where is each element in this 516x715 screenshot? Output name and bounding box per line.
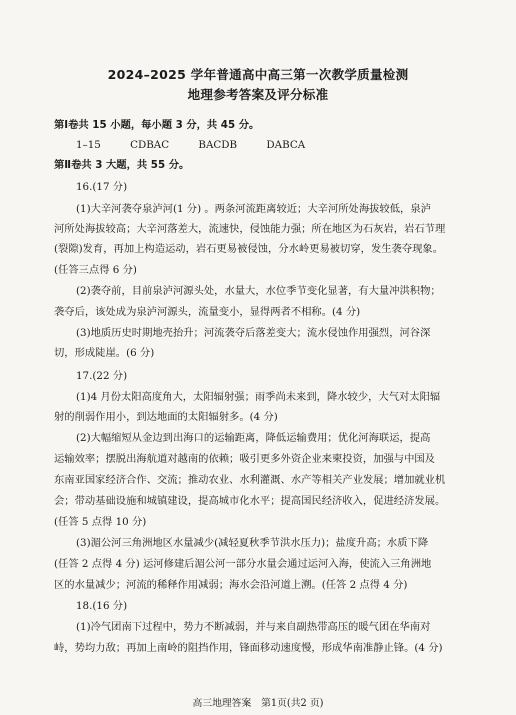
answer-line: 区的水量减少；河流的稀释作用减弱；海水会沿河道上溯。(任答 2 点得 4 分)	[54, 579, 408, 591]
answer-line: (2)大幅缩短从金边到出海口的运输距离，降低运输费用；优化河海联运，提高	[76, 432, 431, 444]
answer-line: 会；带动基础设施和城镇建设，提高城市化水平；提高国民经济收入，促进经济发展。	[54, 495, 446, 507]
page-footer: 高三地理答案 第1页(共2 页)	[192, 698, 324, 709]
answer-line: (任答三点得 6 分)	[54, 264, 137, 276]
mc-answers-2: BACDB	[198, 139, 238, 151]
mc-range: 1–15	[76, 139, 101, 151]
answer-line: 东南亚国家经济合作、交流；推动农业、水利灌溉、水产等相关产业发展；增加就业机	[54, 474, 446, 486]
document-subtitle: 地理参考答案及评分标准	[187, 87, 329, 102]
question-heading: 16.(17 分)	[76, 181, 128, 193]
answer-line: (任答 2 点得 4 分) 运河修建后湄公河一部分水量会通过运河入海，使流入三角洲地	[54, 558, 432, 570]
answer-line: 运输效率；摆脱出海航道对越南的依赖；吸引更多外资企业来柬投资，加强与中国及	[54, 453, 435, 465]
mc-answer-row	[76, 138, 468, 152]
answer-line: (3)地质历史时期地壳抬升；河流袭夺后落差变大；流水侵蚀作用强烈，河谷深	[76, 327, 431, 339]
answer-line: (2)袭夺前，目前泉泸河源头处，水量大，水位季节变化显著，有大量冲洪积物；	[76, 285, 441, 297]
answer-line: (1)4 月份太阳高度角大，太阳辐射强；雨季尚未来到，降水较少，大气对太阳辐	[76, 391, 441, 403]
document-title: 2024–2025 学年普通高中高三第一次教学质量检测	[107, 67, 409, 82]
answer-line: (裂隙)发育，再加上构造运动，岩石更易被侵蚀，分水岭更易被切穿，发生袭夺现象。	[54, 243, 444, 255]
question-heading: 17.(22 分)	[76, 370, 128, 382]
answer-line: (1)大辛河袭夺泉泸河(1 分) 。两条河流距离较近；大辛河所处海拔较低，泉泸	[76, 203, 431, 215]
question-heading: 18.(16 分)	[76, 600, 128, 612]
mc-answers-3: DABCA	[266, 139, 306, 151]
answer-line: (任答 5 点得 10 分)	[54, 516, 147, 528]
answer-line: 切，形成陡崖。(6 分)	[54, 347, 155, 359]
answer-line: 河所处海拔较高；大辛河落差大，流速快，侵蚀能力强；所在地区为石灰岩，岩石节理	[54, 223, 446, 235]
section1-heading: 第Ⅰ卷共 15 小题，每小题 3 分，共 45 分。	[54, 119, 260, 131]
answer-line: (1)冷气团南下过程中，势力不断减弱，并与来自副热带高压的暖气团在华南对	[76, 621, 431, 633]
answer-line: 袭夺后，该处成为泉泸河源头，流量变小，显得两者不相称。(4 分)	[54, 306, 361, 318]
answer-line: 峙，势均力敌；再加上南岭的阻挡作用，锋面移动速度慢，形成华南准静止锋。(4 分)	[54, 642, 443, 654]
answer-line: 射的削弱作用小，到达地面的太阳辐射多。(4 分)	[54, 411, 278, 423]
answer-line: (3)湄公河三角洲地区水量减少(减轻夏秋季节洪水压力)；盐度升高；水质下降	[76, 537, 429, 549]
mc-answers-1: CDBAC	[130, 139, 170, 151]
section2-heading: 第Ⅱ卷共 3 大题，共 55 分。	[54, 159, 190, 171]
